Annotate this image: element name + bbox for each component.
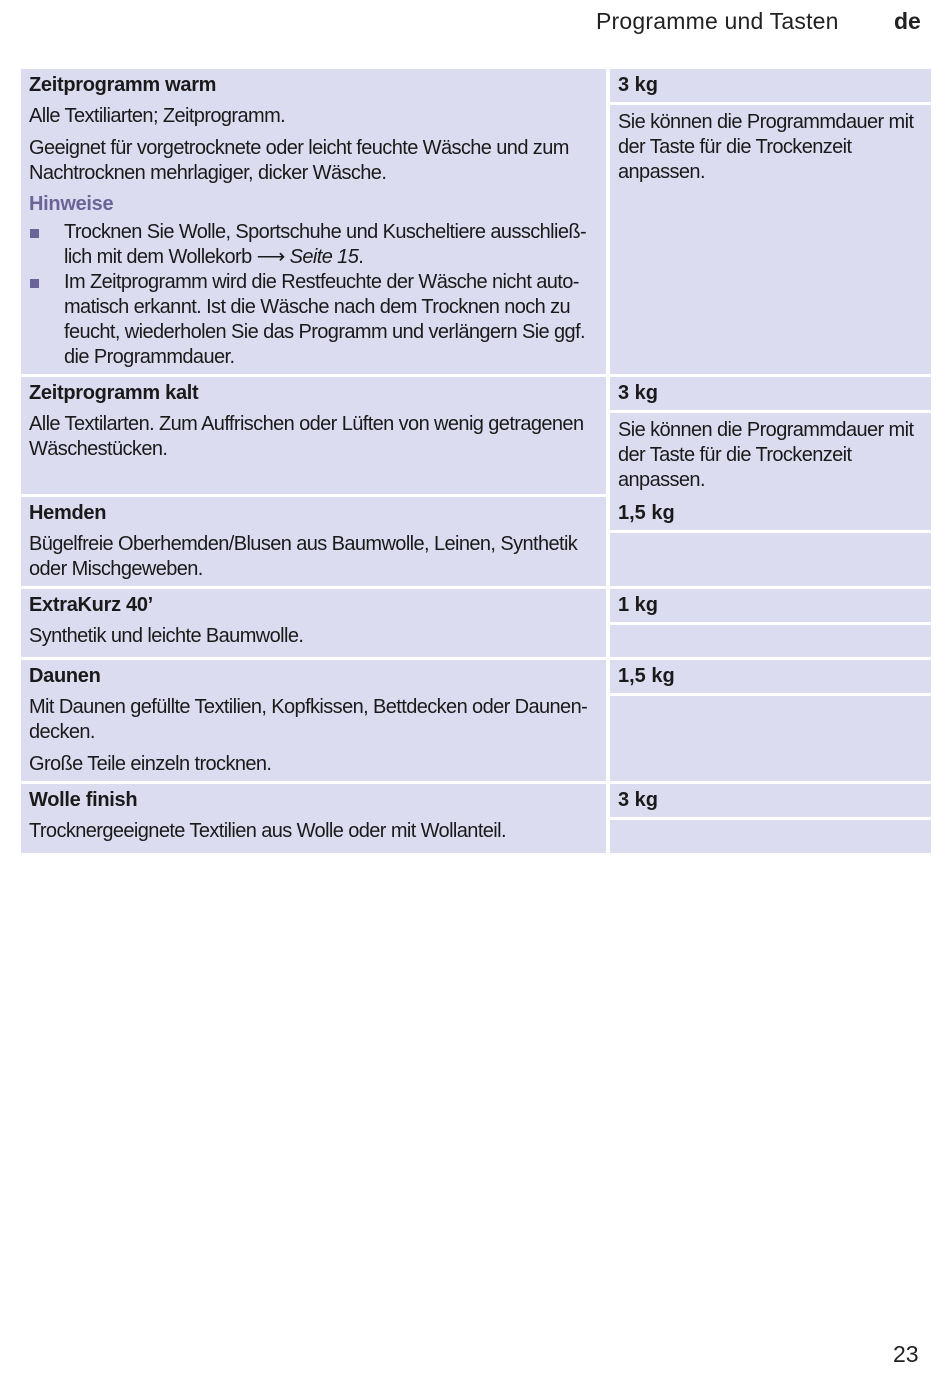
program-paragraph: Synthetik und leichte Baumwolle. [29, 625, 304, 647]
program-capacity-cell [610, 377, 931, 494]
program-row-wolle-finish [21, 784, 931, 853]
program-name: Hemden [29, 502, 107, 524]
program-paragraph: Bügelfreie Oberhemden/Blusen aus Baumwolle, Leinen, Synthetik oder Mischgeweben. [29, 533, 578, 580]
capacity-note [610, 696, 931, 781]
note-text-end: . [358, 246, 364, 268]
program-row-daunen [21, 660, 931, 781]
program-description-cell [21, 497, 606, 586]
program-row-extrakurz-40 [21, 589, 931, 657]
program-description-cell [21, 377, 606, 494]
capacity-value: 1,5 kg [610, 660, 931, 693]
arrow-right-icon: ⟶ [256, 246, 285, 268]
program-description-cell [21, 660, 606, 781]
program-table [21, 69, 931, 856]
program-name: Wolle finish [29, 789, 138, 811]
program-description-cell [21, 784, 606, 853]
program-name: Zeitprogramm warm [29, 74, 217, 96]
note-text: Im Zeitprogramm wird die Restfeuchte der Wäsche nicht auto-matisch erkannt. Ist die Wäsche nach dem Trocknen noch zu feucht, wiederholen Sie das Programm und verlängern Sie ggf. die Programmdauer. [64, 271, 585, 368]
notes-heading: Hinweise [29, 193, 114, 215]
note-text-main: Trocknen Sie Wolle, Sportschuhe und Kuscheltiere ausschließ-lich mit dem Wollekorb [64, 221, 587, 268]
note-item [29, 220, 598, 270]
capacity-note: Sie können die Programmdauer mit der Taste für die Trockenzeit anpassen. [610, 413, 931, 499]
capacity-note: Sie können die Programmdauer mit der Taste für die Trockenzeit anpassen. [610, 105, 931, 374]
program-name: ExtraKurz 40’ [29, 594, 153, 616]
capacity-value: 3 kg [610, 377, 931, 410]
capacity-note [610, 625, 931, 657]
square-bullet-icon [29, 270, 64, 370]
program-capacity-cell [610, 660, 931, 781]
capacity-value: 3 kg [610, 69, 931, 102]
capacity-value: 1 kg [610, 589, 931, 622]
capacity-value: 3 kg [610, 784, 931, 817]
page-header-language: de [894, 8, 921, 34]
program-paragraph: Große Teile einzeln trocknen. [29, 753, 272, 775]
program-capacity-cell [610, 69, 931, 374]
page-reference-link[interactable]: Seite 15 [289, 246, 359, 268]
note-item [29, 270, 598, 370]
square-bullet-icon [29, 220, 64, 270]
program-paragraph: Geeignet für vorgetrocknete oder leicht feuchte Wäsche und zum Nachtrocknen mehrlagiger, dicker Wäsche. [29, 137, 569, 184]
program-capacity-cell [610, 784, 931, 853]
program-name: Daunen [29, 665, 101, 687]
page-number: 23 [893, 1341, 919, 1367]
program-paragraph: Mit Daunen gefüllte Textilien, Kopfkissen, Bettdecken oder Daunen-decken. [29, 696, 588, 743]
capacity-note [610, 533, 931, 586]
program-paragraph: Alle Textiliarten; Zeitprogramm. [29, 105, 286, 127]
capacity-note [610, 820, 931, 853]
program-row-zeitprogramm-warm [21, 69, 931, 374]
program-paragraph: Trocknergeeignete Textilien aus Wolle oder mit Wollanteil. [29, 820, 506, 842]
program-description-cell [21, 589, 606, 657]
capacity-value: 1,5 kg [610, 497, 931, 530]
program-description-cell [21, 69, 606, 374]
program-row-zeitprogramm-kalt [21, 377, 931, 494]
program-paragraph: Alle Textilarten. Zum Auffrischen oder Lüften von wenig getragenen Wäschestücken. [29, 413, 584, 460]
page-header-title: Programme und Tasten [596, 8, 839, 34]
note-text [64, 220, 598, 270]
program-row-hemden [21, 497, 931, 586]
program-capacity-cell [610, 497, 931, 586]
program-name: Zeitprogramm kalt [29, 382, 199, 404]
program-capacity-cell [610, 589, 931, 657]
